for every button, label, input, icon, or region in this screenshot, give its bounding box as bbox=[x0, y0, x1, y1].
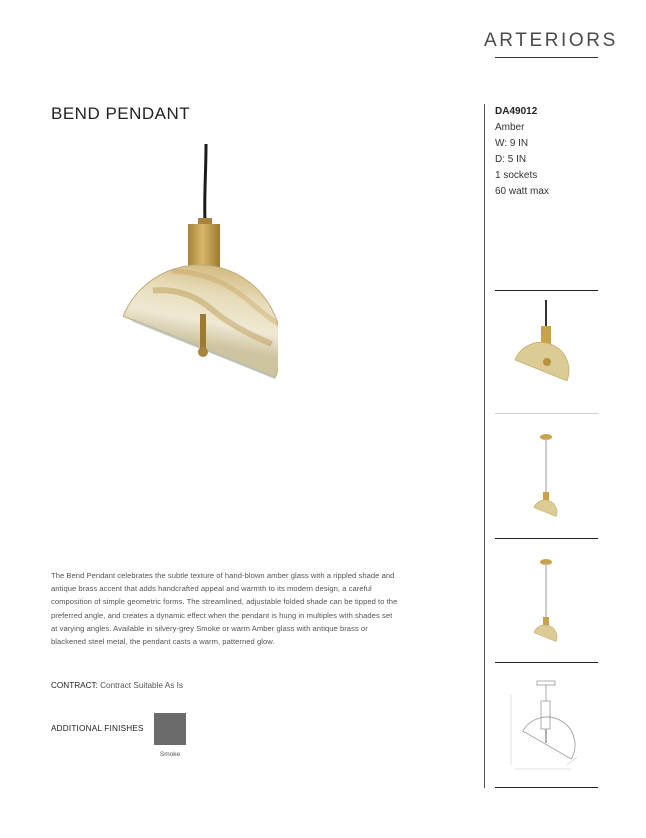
product-sku: DA49012 bbox=[495, 106, 538, 117]
product-description: The Bend Pendant celebrates the subtle texture of hand-blown amber glass with a rippled shade and antique brass accent that adds handcrafted appeal and warmth to its modern design, a careful composition of simple geometric forms. The streamlined, adjustable folded shade can be tipped to the preferred angle, and creates a dynamic effect when the pendant is hung in multiples with shades set at varying angles. Available in silvery-grey Smoke or warm Amber glass with antique brass or blackened steel metal, the pendant casts a warm, patterned glow. bbox=[51, 571, 398, 647]
product-depth: D: 5 IN bbox=[495, 154, 527, 165]
product-width: W: 9 IN bbox=[495, 138, 529, 149]
specs-column-divider bbox=[484, 104, 485, 788]
product-title: BEND PENDANT bbox=[51, 104, 191, 123]
product-specs bbox=[495, 104, 549, 200]
product-wattage: 60 watt max bbox=[495, 186, 549, 197]
dimension-drawing-icon bbox=[495, 665, 598, 785]
additional-finishes-label: ADDITIONAL FINISHES bbox=[51, 724, 144, 733]
brand-logo: ARTERIORS bbox=[484, 30, 618, 51]
thumb-divider bbox=[495, 290, 598, 291]
thumbnail-dimension-drawing bbox=[495, 665, 598, 785]
contract-info bbox=[51, 681, 183, 690]
finish-swatch-label: Smoke bbox=[159, 751, 181, 758]
product-finish: Amber bbox=[495, 122, 525, 133]
thumbnail-full-drop bbox=[495, 416, 598, 536]
finish-swatch-smoke[interactable] bbox=[154, 713, 186, 745]
thumb-divider bbox=[495, 413, 598, 414]
product-sockets: 1 sockets bbox=[495, 170, 538, 181]
thumb-divider bbox=[495, 662, 598, 663]
thumb-divider bbox=[495, 787, 598, 788]
brand-underline bbox=[495, 57, 598, 58]
thumbnail-closeup bbox=[495, 292, 598, 412]
pendant-closeup-icon bbox=[495, 292, 598, 412]
thumbnail-full-drop-alt bbox=[495, 541, 598, 661]
contract-value: Contract Suitable As Is bbox=[100, 681, 183, 690]
pendant-full-drop-alt-icon bbox=[495, 541, 598, 661]
contract-label: CONTRACT: bbox=[51, 681, 98, 690]
thumb-divider bbox=[495, 538, 598, 539]
pendant-illustration bbox=[98, 144, 278, 434]
pendant-full-drop-icon bbox=[495, 416, 598, 536]
hero-product-image bbox=[98, 144, 278, 434]
